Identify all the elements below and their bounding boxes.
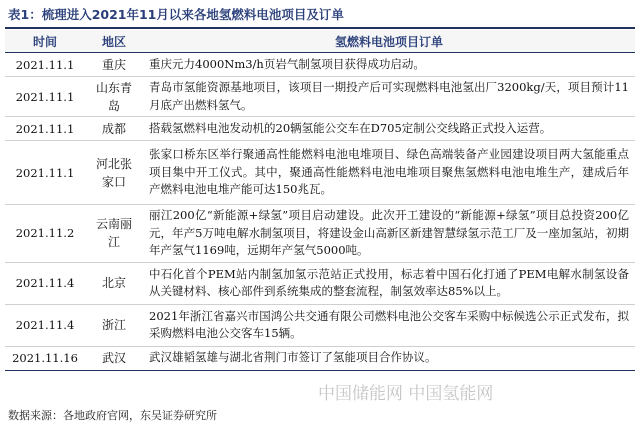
row-detail: 青岛市氢能资源基地项目，该项目一期投产后可实现燃料电池氢出厂3200kg/天，项目预计11月底产出燃料氢气。 — [143, 77, 635, 117]
table-row — [5, 262, 635, 304]
table-row — [5, 53, 635, 77]
row-region: 北京 — [85, 262, 143, 304]
row-region: 山东青岛 — [85, 77, 143, 117]
watermark: 中国储能网 中国氢能网 — [318, 384, 494, 404]
table-header-row — [5, 30, 635, 53]
table-row — [5, 117, 635, 141]
row-region: 云南丽江 — [85, 205, 143, 263]
row-date: 2021.11.1 — [5, 53, 85, 77]
data-source-note: 数据来源：各地政府官网，东吴证券研究所 — [8, 409, 217, 422]
row-region: 重庆 — [85, 53, 143, 77]
row-date: 2021.11.1 — [5, 77, 85, 117]
row-detail: 重庆元力4000Nm3/h页岩气制氢项目获得成功启动。 — [143, 53, 635, 77]
row-date: 2021.11.16 — [5, 346, 85, 370]
row-detail: 2021年浙江省嘉兴市国鸿公共交通有限公司燃料电池公交客车采购中标候选公示正式发布，拟采购燃料电池公交客车15辆。 — [143, 304, 635, 346]
table-caption: 表1：梳理进入2021年11月以来各地氢燃料电池项目及订单 — [8, 7, 344, 22]
row-detail: 丽江200亿“新能源+绿氢”项目启动建设。此次开工建设的“新能源+绿氢”项目总投资200亿元，年产5万吨电解水制氢项目，将建设金山高新区新建智慧绿氢示范工厂及一座加氢站，初期年产氢气1169吨，远期年产氢气5000吨。 — [143, 205, 635, 263]
table-row — [5, 141, 635, 205]
header-date: 时间 — [5, 30, 85, 53]
row-detail: 张家口桥东区举行聚通高性能燃料电池电堆项目、绿色高端装备产业园建设项目两大氢能重点项目集中开工仪式。其中，聚通高性能燃料电池电堆项目聚焦氢燃料电池电堆生产，建成后年产燃料电池电堆产能可达150兆瓦。 — [143, 141, 635, 205]
row-region: 武汉 — [85, 346, 143, 370]
row-region: 河北张家口 — [85, 141, 143, 205]
header-detail: 氢燃料电池项目订单 — [143, 30, 635, 53]
row-detail: 搭载氢燃料电池发动机的20辆氢能公交车在D705定制公交线路正式投入运营。 — [143, 117, 635, 141]
row-date: 2021.11.4 — [5, 304, 85, 346]
row-detail: 中石化首个PEM站内制氢加氢示范站正式投用，标志着中国石化打通了PEM电解水制氢设备从关键材料、核心部件到系统集成的整套流程，制氢效率达85%以上。 — [143, 262, 635, 304]
row-date: 2021.11.4 — [5, 262, 85, 304]
table-row — [5, 77, 635, 117]
row-detail: 武汉雄韬氢雄与湖北省荆门市签订了氢能项目合作协议。 — [143, 346, 635, 370]
header-region: 地区 — [85, 30, 143, 53]
table-row — [5, 346, 635, 370]
caption-divider — [5, 27, 635, 29]
table-row — [5, 205, 635, 263]
row-date: 2021.11.1 — [5, 141, 85, 205]
row-region: 成都 — [85, 117, 143, 141]
row-date: 2021.11.2 — [5, 205, 85, 263]
table-row — [5, 304, 635, 346]
row-date: 2021.11.1 — [5, 117, 85, 141]
row-region: 浙江 — [85, 304, 143, 346]
hydrogen-projects-table — [5, 30, 635, 371]
